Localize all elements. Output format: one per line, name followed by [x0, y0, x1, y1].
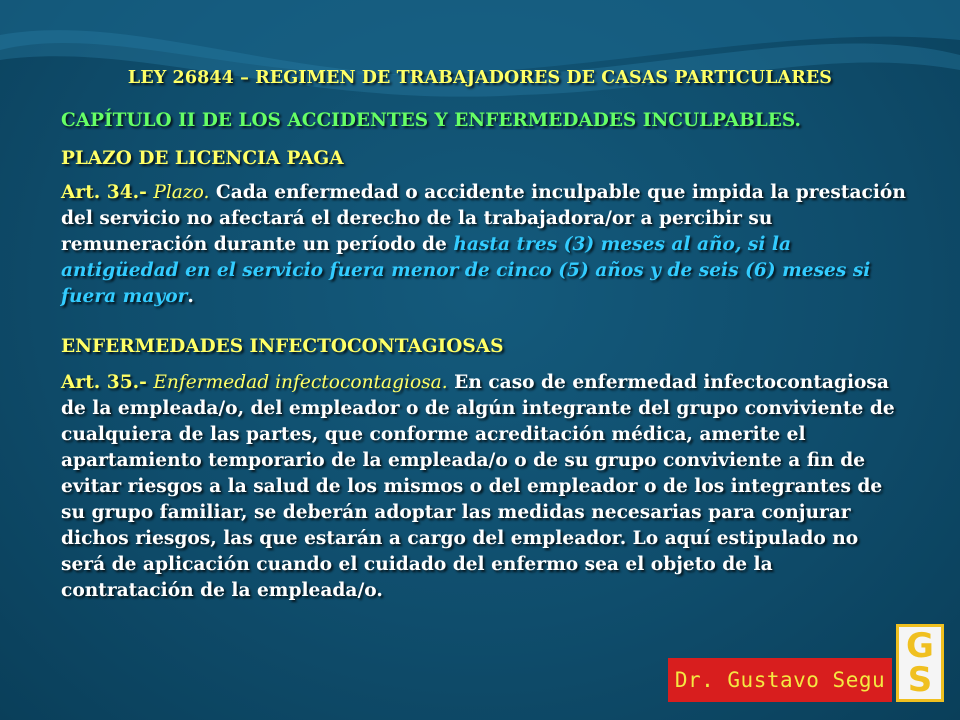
author-name-badge — [668, 658, 892, 702]
article-35-paragraph — [61, 370, 906, 604]
article-text: En caso de enfermedad infectocontagiosa de la empleada/o, del empleador o de algún integrante del grupo conviviente de cualquiera de las partes, que conforme acreditación médica, amerite el apartamiento temporario de la empleada/o o de su grupo conviviente a fin de evitar riesgos a la salud de los mismos o del empleador o de los integrantes de su grupo familiar, se deberán adoptar las medidas necesarias para conjurar dichos riesgos, las que estarán a cargo del empleador. Lo aquí estipulado no será de aplicación cuando el cuidado del enfermo sea el objeto de la contratación de la empleada/o. — [61, 372, 895, 601]
logo-letter-s: S — [907, 660, 933, 700]
section-heading-infecto: ENFERMEDADES INFECTOCONTAGIOSAS — [61, 336, 504, 357]
article-text: Cada enfermedad o accidente inculpable que impida la prestación del servicio no afectará el derecho de la trabajadora/or a percibir su remuneración durante un período de — [61, 182, 906, 255]
article-34-paragraph — [61, 180, 906, 310]
article-number: Art. 34.- — [61, 182, 147, 203]
chapter-heading: CAPÍTULO II DE LOS ACCIDENTES Y ENFERMEDADES INCULPABLES. — [61, 110, 801, 131]
section-heading-plazo: PLAZO DE LICENCIA PAGA — [61, 148, 344, 169]
article-number: Art. 35.- — [61, 372, 147, 393]
article-label: Enfermedad infectocontagiosa. — [153, 372, 448, 393]
article-highlight: hasta tres (3) meses al año, si la antigüedad en el servicio fuera menor de cinco (5) años y de seis (6) meses si fuera mayor — [61, 234, 871, 307]
logo-letter-g: G — [906, 626, 934, 666]
slide-title: LEY 26844 – REGIMEN DE TRABAJADORES DE CASAS PARTICULARES — [127, 68, 833, 88]
gs-logo — [896, 624, 944, 702]
article-text-end: . — [187, 286, 194, 307]
author-name: Dr. Gustavo Segu — [674, 668, 886, 692]
article-label: Plazo. — [153, 182, 210, 203]
